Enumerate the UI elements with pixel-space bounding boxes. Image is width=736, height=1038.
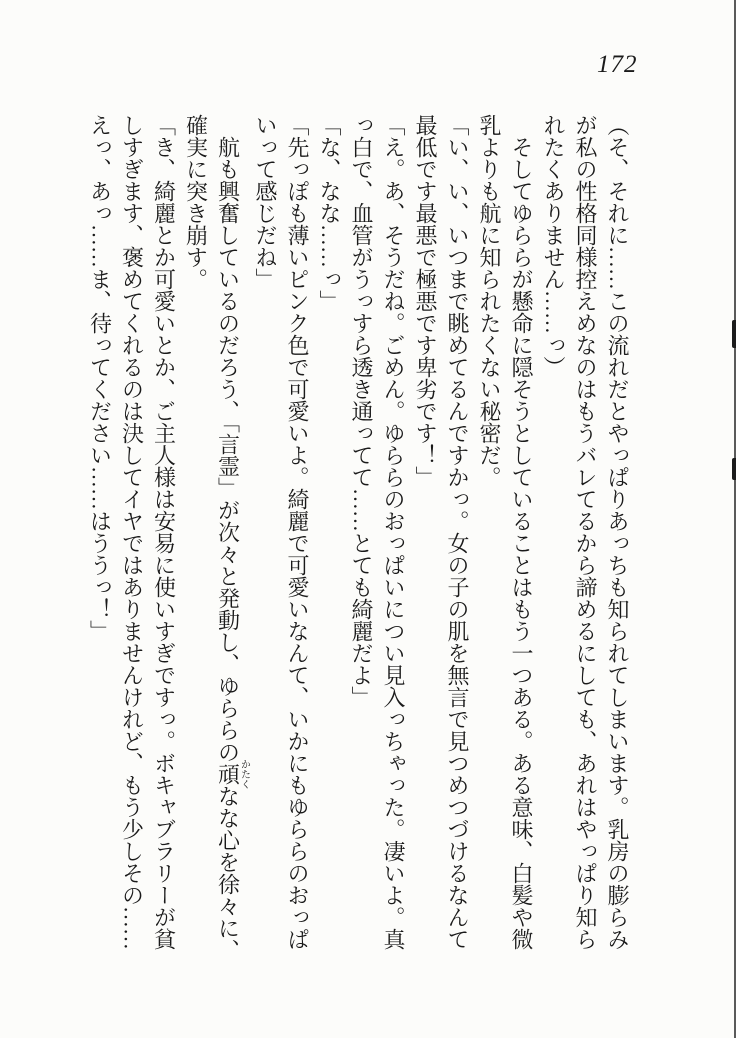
page-text	[73, 114, 633, 1019]
text-line: 「先っぽも薄いピンク色で可愛いよ。綺麗で可愛いなんて、いかにもゆららのおっぱ	[285, 114, 310, 950]
scan-edge-mark	[732, 320, 736, 348]
ruby-annotated-word: 頑かたく	[215, 759, 250, 789]
text-line: しすぎます、褒めてくれるのは決してイヤではありませんけれど、もう少しその……	[119, 114, 145, 950]
text-line: が私の性格同様控えめなのはもうバレてるから諦めるにしても、あれはやっぱり知ら	[573, 114, 598, 950]
text-line: 確実に突き崩す。	[183, 114, 209, 290]
text-line: 「い、い、いつまで眺めてるんですかっ。女の子の肌を無言で見つめつづけるなんて	[445, 114, 470, 950]
text-line: 航も興奮しているのだろう、「言霊」が次々と発動し、ゆららの頑かたくなな心を徐々に、	[215, 136, 250, 961]
text-line: 「き、綺麗とか可愛いとか、ご主人様は安易に使いすぎですっ。ボキャブラリーが貧	[151, 114, 177, 950]
text-line: 「え。あ、そうだね。ごめん。ゆららのおっぱいについ見入っちゃった。凄いよ。真	[381, 114, 406, 950]
text-line: れたくありません……っ）	[541, 114, 566, 378]
text-line: 最低です最悪で極悪です卑劣です！」	[413, 114, 438, 488]
page-number: 172	[597, 51, 638, 78]
text-line: いって感じだね」	[253, 114, 278, 290]
text-line: そしてゆららが懸命に隠そうとしていることはもう一つある。ある意味、白髪や微	[509, 136, 534, 950]
text-line: （そ、それに……この流れだとやっぱりあっちも知られてしまいます。乳房の膨らみ	[605, 114, 630, 950]
text-line: っ白で、血管がうっすら透き通ってて……とても綺麗だよ」	[349, 114, 374, 708]
text-line: えっ、あっ……ま、待ってください……はううっ！」	[87, 114, 113, 642]
text-line: 乳よりも航に知られたくない秘密だ。	[477, 114, 502, 488]
scan-edge-mark	[732, 458, 736, 480]
text-line: 「な、なな……っ」	[317, 114, 342, 312]
